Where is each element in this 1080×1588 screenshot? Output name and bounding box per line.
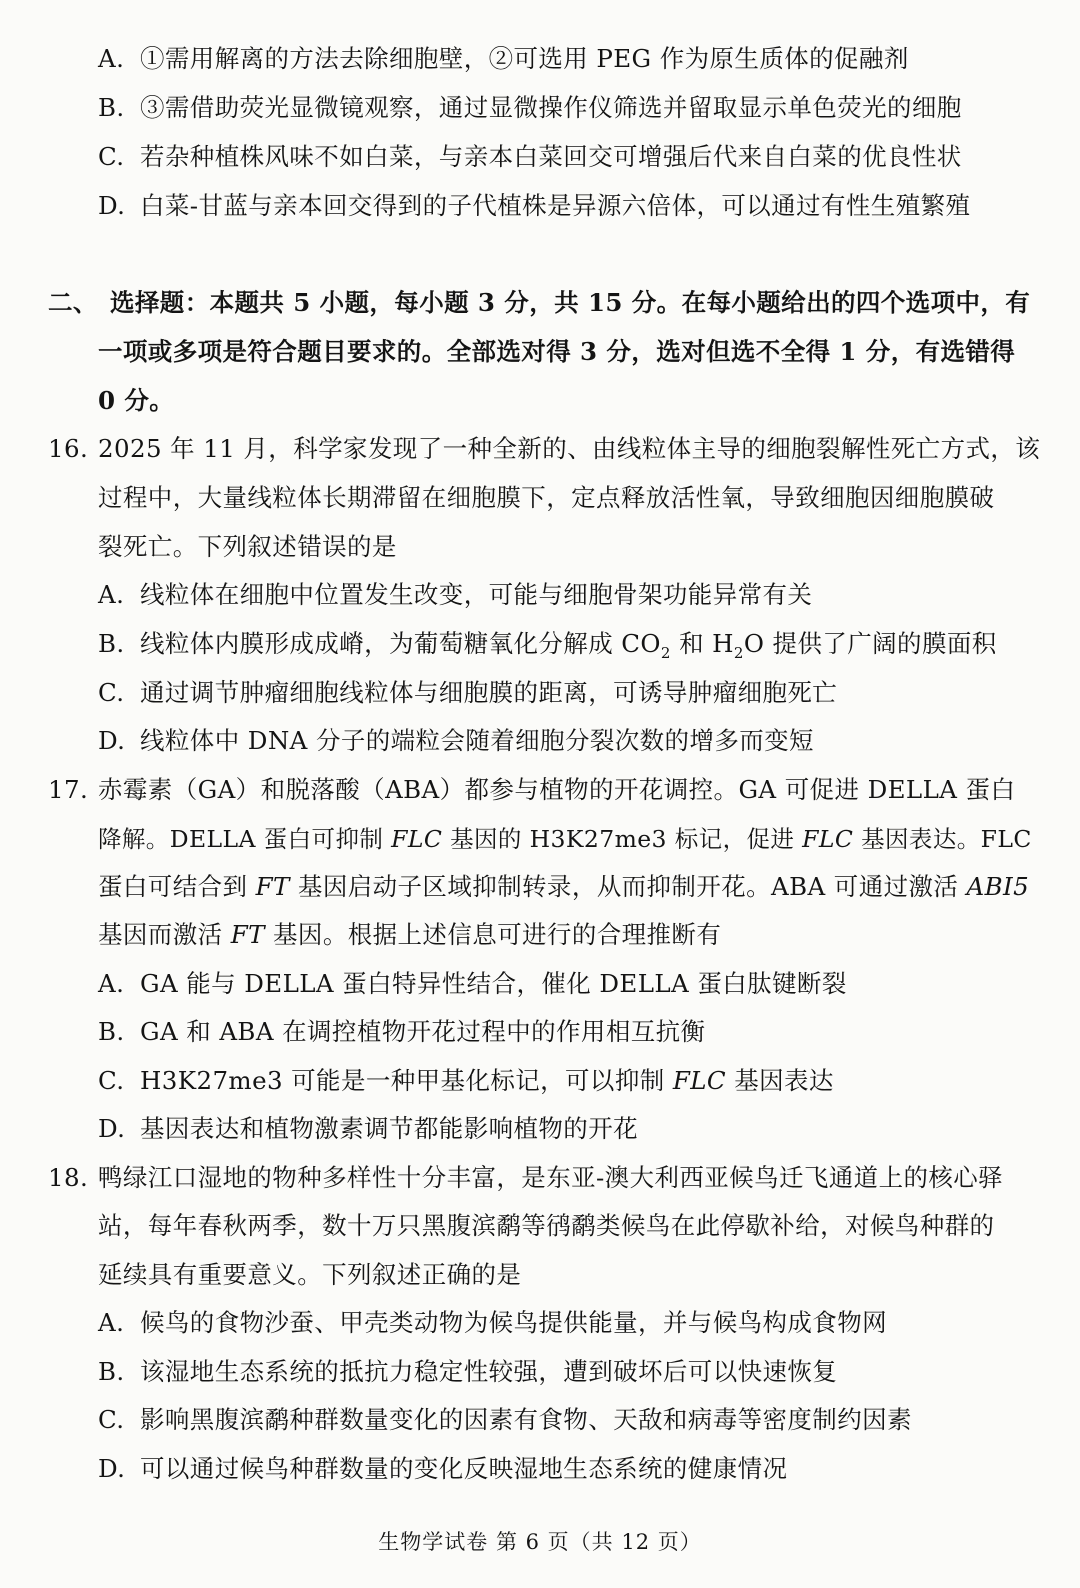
stem-text: 降解。DELLA 蛋白可抑制	[98, 825, 392, 853]
option-c	[98, 678, 837, 708]
option-label: A.	[98, 1308, 125, 1337]
stem-text: 基因而激活	[98, 920, 231, 949]
option-label: C.	[98, 142, 125, 171]
option-d	[98, 191, 970, 221]
option-label: D.	[98, 726, 126, 755]
option-text: H3K27me3 可能是一种甲基化标记，可以抑制	[140, 1066, 673, 1095]
option-c	[98, 1066, 834, 1096]
question-18	[48, 1163, 1003, 1193]
option-d	[98, 1454, 787, 1484]
option-a	[98, 1308, 887, 1338]
stem-text: 基因表达。FLC	[853, 825, 1032, 853]
option-label: C.	[98, 1405, 125, 1434]
question-stem-line3: 裂死亡。下列叙述错误的是	[98, 532, 397, 561]
option-text: 和 H	[670, 629, 734, 658]
option-text: 可以通过候鸟种群数量的变化反映湿地生态系统的健康情况	[140, 1454, 788, 1483]
gene-name: FLC	[672, 1066, 727, 1095]
option-label: B.	[98, 1017, 125, 1046]
subscript: 2	[660, 643, 671, 662]
question-number: 18.	[48, 1163, 89, 1192]
option-text: 基因表达	[726, 1066, 834, 1095]
question-stem-line2	[98, 824, 1032, 854]
subscript: 2	[733, 643, 744, 662]
option-label: D.	[98, 1114, 126, 1143]
option-d	[98, 1114, 638, 1144]
section-heading-line2: 一项或多项是符合题目要求的。全部选对得 3 分，选对但选不全得 1 分，有选错得	[98, 337, 1016, 366]
section-number: 二、	[48, 288, 98, 317]
option-text: 白菜-甘蓝与亲本回交得到的子代植株是异源六倍体，可以通过有性生殖繁殖	[140, 191, 971, 220]
option-text: 通过调节肿瘤细胞线粒体与细胞膜的距离，可诱导肿瘤细胞死亡	[140, 678, 838, 707]
option-b	[98, 1017, 705, 1047]
option-label: B.	[98, 629, 125, 658]
option-label: C.	[98, 1066, 125, 1095]
option-text: 基因表达和植物激素调节都能影响植物的开花	[140, 1114, 638, 1143]
option-d	[98, 726, 814, 756]
option-text: 线粒体中 DNA 分子的端粒会随着细胞分裂次数的增多而变短	[140, 726, 814, 755]
question-stem-line2: 站，每年春秋两季，数十万只黑腹滨鹬等鸻鹬类候鸟在此停歇补给，对候鸟种群的	[98, 1211, 995, 1240]
stem-text: 蛋白可结合到	[98, 872, 256, 901]
option-text: ③需借助荧光显微镜观察，通过显微操作仪筛选并留取显示单色荧光的细胞	[140, 93, 962, 122]
option-a	[98, 580, 812, 610]
stem-text: 基因。根据上述信息可进行的合理推断有	[264, 920, 722, 949]
gene-name: FLC	[391, 825, 443, 853]
option-label: C.	[98, 678, 125, 707]
option-label: D.	[98, 191, 126, 220]
gene-name: FT	[230, 920, 265, 949]
option-b	[98, 93, 962, 123]
option-text: O 提供了广阔的膜面积	[743, 629, 997, 658]
question-16	[48, 434, 1040, 464]
question-17	[48, 775, 1015, 805]
option-label: A.	[98, 580, 125, 609]
option-b	[98, 629, 997, 662]
gene-name: FT	[255, 872, 290, 901]
stem-text: 基因启动子区域抑制转录，从而抑制开花。ABA 可通过激活	[289, 872, 967, 901]
option-text: 该湿地生态系统的抵抗力稳定性较强，遭到破坏后可以快速恢复	[140, 1357, 838, 1386]
option-label: A.	[98, 969, 125, 998]
option-a	[98, 44, 909, 74]
option-text: 线粒体在细胞中位置发生改变，可能与细胞骨架功能异常有关	[140, 580, 813, 609]
option-c	[98, 1405, 912, 1435]
question-stem-line2: 过程中，大量线粒体长期滞留在细胞膜下，定点释放活性氧，导致细胞因细胞膜破	[98, 483, 995, 512]
option-label: D.	[98, 1454, 126, 1483]
question-stem-line3: 延续具有重要意义。下列叙述正确的是	[98, 1260, 522, 1289]
option-text: 若杂种植株风味不如白菜，与亲本白菜回交可增强后代来自白菜的优良性状	[140, 142, 962, 171]
question-stem-line1: 赤霉素（GA）和脱落酸（ABA）都参与植物的开花调控。GA 可促进 DELLA 蛋白	[98, 775, 1016, 804]
option-label: B.	[98, 93, 125, 122]
option-label: B.	[98, 1357, 125, 1386]
option-text: 线粒体内膜形成成嵴，为葡萄糖氧化分解成 CO	[140, 629, 661, 658]
question-stem-line1: 2025 年 11 月，科学家发现了一种全新的、由线粒体主导的细胞裂解性死亡方式，该	[98, 434, 1041, 463]
gene-name: ABI5	[966, 872, 1030, 901]
option-text: 候鸟的食物沙蚕、甲壳类动物为候鸟提供能量，并与候鸟构成食物网	[140, 1308, 887, 1337]
gene-name: FLC	[802, 825, 854, 853]
option-label: A.	[98, 44, 125, 73]
stem-text: 基因的 H3K27me3 标记，促进	[442, 825, 803, 853]
question-stem-line1: 鸭绿江口湿地的物种多样性十分丰富，是东亚-澳大利西亚候鸟迁飞通道上的核心驿	[98, 1163, 1004, 1192]
question-stem-line4	[98, 920, 721, 950]
option-text: ①需用解离的方法去除细胞壁，②可选用 PEG 作为原生质体的促融剂	[140, 44, 909, 73]
question-number: 16.	[48, 434, 89, 463]
option-text: 影响黑腹滨鹬种群数量变化的因素有食物、天敌和病毒等密度制约因素	[140, 1405, 912, 1434]
option-b	[98, 1357, 837, 1387]
question-stem-line3	[98, 872, 1029, 902]
section-heading-line1: 选择题：本题共 5 小题，每小题 3 分，共 15 分。在每小题给出的四个选项中，有	[110, 288, 1031, 317]
section-heading-line3: 0 分。	[98, 386, 175, 415]
option-c	[98, 142, 962, 172]
option-a	[98, 969, 847, 999]
option-text: GA 能与 DELLA 蛋白特异性结合，催化 DELLA 蛋白肽键断裂	[140, 969, 847, 998]
page-footer: 生物学试卷 第 6 页（共 12 页）	[378, 1530, 702, 1554]
option-text: GA 和 ABA 在调控植物开花过程中的作用相互抗衡	[140, 1017, 706, 1046]
question-number: 17.	[48, 775, 89, 804]
